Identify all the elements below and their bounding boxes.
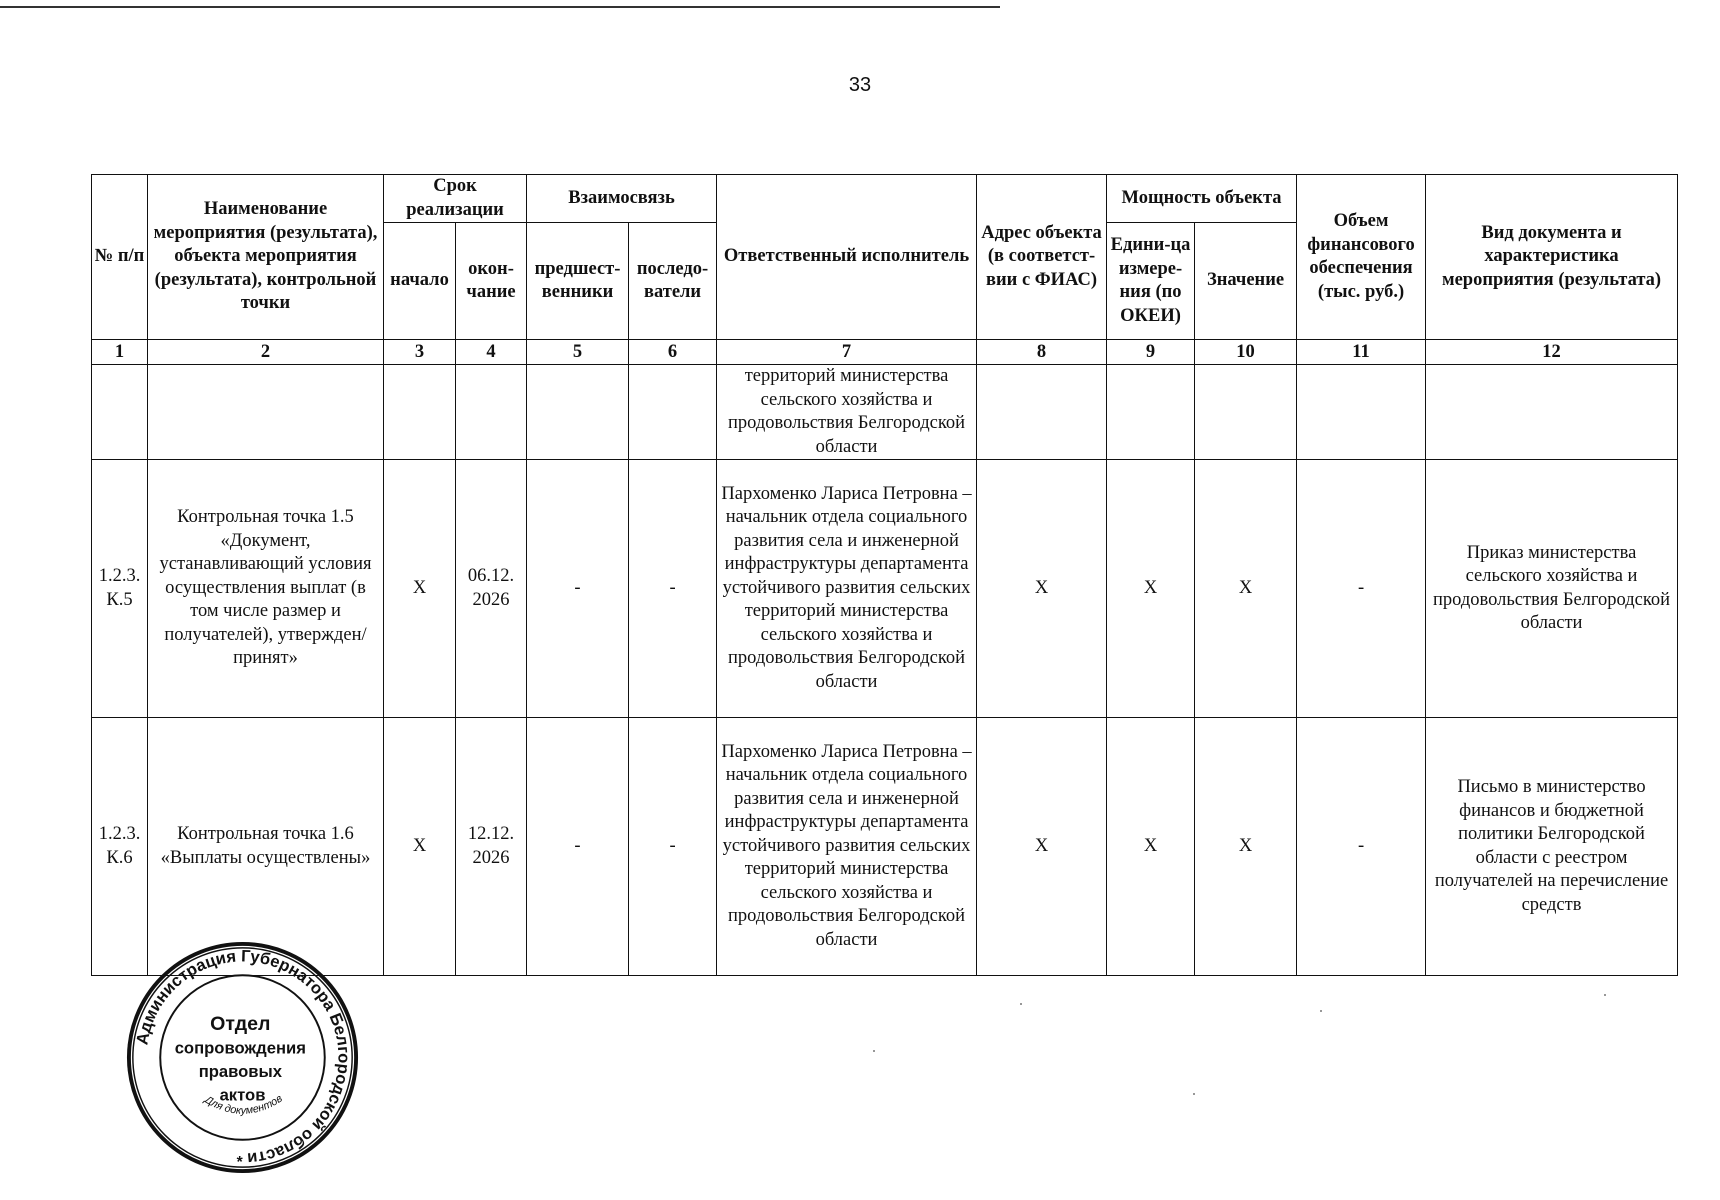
stamp-line: правовых — [198, 1062, 282, 1082]
row-start: X — [384, 460, 456, 718]
table-cell — [1426, 365, 1678, 460]
row-next: - — [629, 718, 717, 976]
official-stamp — [125, 940, 360, 1175]
header-term-end: окон-чание — [456, 223, 527, 340]
header-capacity: Мощность объекта — [1107, 175, 1297, 223]
column-number-row — [92, 340, 1678, 365]
page-number: 33 — [848, 74, 872, 96]
table-cell — [1195, 365, 1297, 460]
row-prev: - — [527, 460, 629, 718]
stamp-star: * — [236, 1154, 243, 1172]
row-end: 12.12. 2026 — [456, 718, 527, 976]
table-cell — [527, 365, 629, 460]
row-name: Контрольная точка 1.5 «Документ, устанавливающий условия осуществления выплат (в том числе размер и получателей), утвержден/принят» — [148, 460, 384, 718]
col-number: 2 — [148, 340, 384, 365]
row-next: - — [629, 460, 717, 718]
col-number: 9 — [1107, 340, 1195, 365]
row-address: X — [977, 718, 1107, 976]
plan-table — [91, 174, 1678, 976]
row-doc: Письмо в министерство финансов и бюджетной политики Белгородской области с реестром получателей на перечисление средств — [1426, 718, 1678, 976]
row-unit: X — [1107, 460, 1195, 718]
row-finance: - — [1297, 718, 1426, 976]
col-number: 8 — [977, 340, 1107, 365]
stamp-line: актов — [219, 1085, 266, 1105]
row-prev: - — [527, 718, 629, 976]
row-responsible: Пархоменко Лариса Петровна – начальник отдела социального развития села и инженерной инфраструктуры департамента устойчивого развития сельских территорий министерства сельского хозяйства и продовольствия Белгородской области — [717, 460, 977, 718]
header-name: Наименование мероприятия (результата), объекта мероприятия (результата), контрольной точки — [148, 175, 384, 340]
table-cell — [92, 365, 148, 460]
continuation-row — [92, 365, 1678, 460]
scan-speck — [1193, 1093, 1195, 1095]
table-cell — [384, 365, 456, 460]
header-num: № п/п — [92, 175, 148, 340]
svg-text:Отдел сопровождения пр — [175, 1013, 311, 1105]
col-number: 11 — [1297, 340, 1426, 365]
stamp-bottom-text: Для документов — [202, 1092, 285, 1117]
row-number: 1.2.3. К.6 — [92, 718, 148, 976]
header-address: Адрес объекта (в соответст-вии с ФИАС) — [977, 175, 1107, 340]
col-number: 3 — [384, 340, 456, 365]
row-responsible: Пархоменко Лариса Петровна – начальник отдела социального развития села и инженерной инфраструктуры департамента устойчивого развития сельских территорий министерства сельского хозяйства и продовольствия Белгородской области — [717, 718, 977, 976]
row-finance: - — [1297, 460, 1426, 718]
table-cell — [148, 365, 384, 460]
top-rule — [0, 6, 1000, 8]
col-number: 6 — [629, 340, 717, 365]
row-address: X — [977, 460, 1107, 718]
table-cell — [456, 365, 527, 460]
row-number: 1.2.3. К.5 — [92, 460, 148, 718]
scan-speck — [1020, 1003, 1022, 1005]
col-number: 5 — [527, 340, 629, 365]
row-value: X — [1195, 718, 1297, 976]
row-doc: Приказ министерства сельского хозяйства и продовольствия Белгородской области — [1426, 460, 1678, 718]
header-link-prev: предшест-венники — [527, 223, 629, 340]
scan-speck — [1604, 994, 1606, 996]
row-start: X — [384, 718, 456, 976]
scan-speck — [873, 1050, 875, 1052]
stamp-line: Отдел — [210, 1013, 271, 1036]
col-number: 12 — [1426, 340, 1678, 365]
header-link: Взаимосвязь — [527, 175, 717, 223]
header-term-start: начало — [384, 223, 456, 340]
row-end: 06.12. 2026 — [456, 460, 527, 718]
table-row — [92, 718, 1678, 976]
row-unit: X — [1107, 718, 1195, 976]
header-link-next: последо-ватели — [629, 223, 717, 340]
header-doc-type: Вид документа и характеристика мероприятия (результата) — [1426, 175, 1678, 340]
header-term: Срок реализации — [384, 175, 527, 223]
stamp-line: сопровождения — [174, 1038, 306, 1058]
stamp-ring-text: Администрация Губернатора Белгородской области — [132, 946, 354, 1169]
col-number: 10 — [1195, 340, 1297, 365]
header-finance: Объем финансового обеспечения (тыс. руб.) — [1297, 175, 1426, 340]
col-number: 4 — [456, 340, 527, 365]
table-cell — [629, 365, 717, 460]
table-row — [92, 460, 1678, 718]
col-number: 1 — [92, 340, 148, 365]
table-cell — [1107, 365, 1195, 460]
header-unit: Едини-ца измере-ния (по ОКЕИ) — [1107, 223, 1195, 340]
row-name: Контрольная точка 1.6 «Выплаты осуществлены» — [148, 718, 384, 976]
header-value: Значение — [1195, 223, 1297, 340]
scan-speck — [1320, 1010, 1322, 1012]
row-value: X — [1195, 460, 1297, 718]
col-number: 7 — [717, 340, 977, 365]
responsible-continuation: территорий министерства сельского хозяйства и продовольствия Белгородской области — [717, 365, 977, 460]
header-responsible: Ответственный исполнитель — [717, 175, 977, 340]
table-cell — [1297, 365, 1426, 460]
table-cell — [977, 365, 1107, 460]
